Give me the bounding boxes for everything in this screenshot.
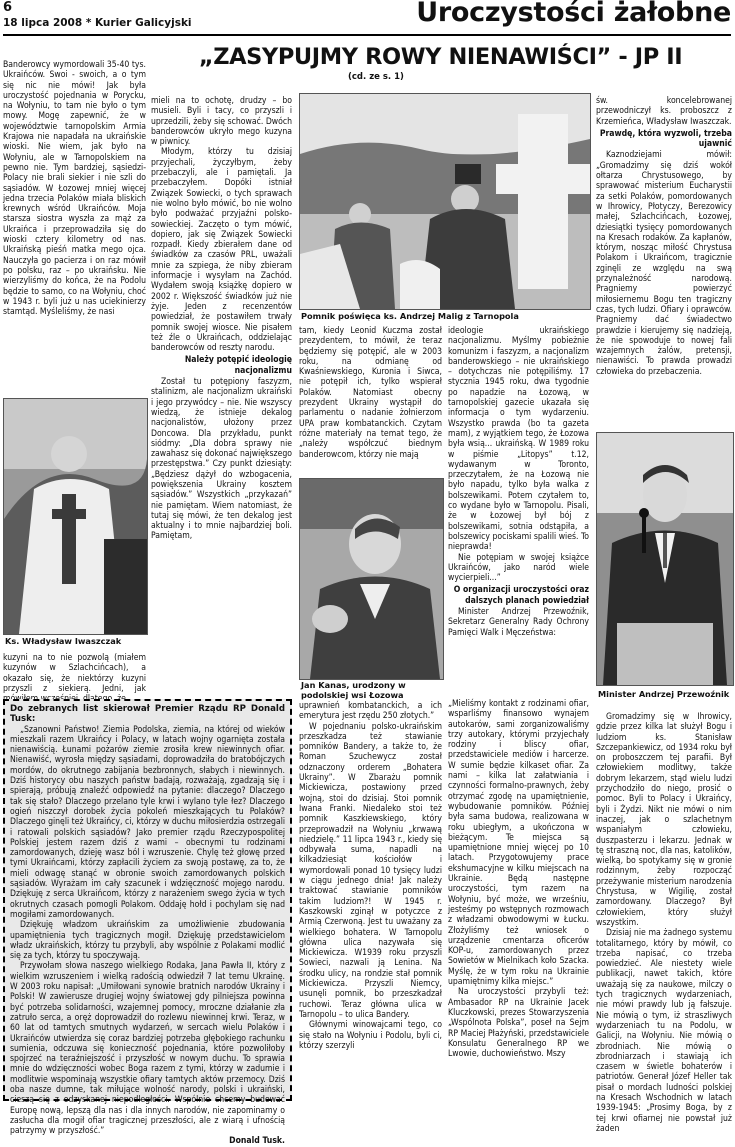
header-rule <box>3 34 731 36</box>
letter-box <box>3 699 292 1147</box>
column-5-bottom <box>596 712 732 1134</box>
subheading: Należy potępić ideologię nacjonalizmu <box>184 355 292 376</box>
paragraph: mieli na to ochotę, drudzy – bo musieli. Byli i tacy, co przyszli i uprzedzili, żeby się schować. Dwóch banderowców ukryło mego kuzyna w piwnicy. <box>151 96 292 148</box>
photo-priest <box>3 398 148 635</box>
section-title: Uroczystości żałobne <box>416 0 731 28</box>
paragraph: Głównymi winowajcami tego, co się stało na Wołyniu i Podolu, byli ci, którzy szerzyli <box>299 1020 442 1051</box>
continued-note: (cd. ze s. 1) <box>348 72 404 82</box>
paragraph: Młodym, którzy tu dzisiaj przyjechali, życzyłbym, żeby przebaczyli, ale i pamiętali. Ja przebaczyłem. Dopóki istniał Związek Sowiecki, o tych sprawach nie wolno było mówić, bo nie wolno było podważać przyjaźni polsko-sowieckiej. Zaczęto o tym mówić, dopiero, jak się Związek Sowiecki rozpadł. Kiedy zbierałem dane od świadków za czasów PRL, uważali mnie za szpiega, że niby zbieram informacje i wysyłam na Zachód. Wydałem swoją książkę dopiero w 2002 r. Większość świadków już nie żyje. Jeden z recenzentów powiedział, że postawiłem trwały pomnik swojej wiosce. Nie pisałem też źle o Ukraińcach, oddzielając banderowców od reszty narodu. <box>151 147 292 354</box>
paragraph: Gromadzimy się w Ihrowicy, gdzie przez kilka lat służył Bogu i ludziom ks. Stanisław Szczepankiewicz, od 1934 roku był on proboszczem tej parafii. Był człowiekiem modlitwy, także dobrym lekarzem, stąd wielu ludzi przychodziło do niego, prosić o pomoc. Byli to Polacy i Ukraińcy, byli i Żydzi. Nikt nie mówi o nim inaczej, jak o szlachetnym wspaniałym człowieku, duszpasterzu i lekarzu. Jednak w tę straszną noc, dla nas, katolików, wielką, bo spotykamy się w gronie rodzinnym, żeby rozpocząć przeżywanie misterium narodzenia Chrystusa, w Wigilię, został zamordowany. Dlaczego? Był człowiekiem, który służył wszystkim. <box>596 712 732 928</box>
column-4-top <box>448 326 589 696</box>
letter-heading: Do zebranych list skierował Premier Rządu RP Donald Tusk: <box>10 704 285 725</box>
minister-image <box>597 433 733 685</box>
paragraph: „Szanowni Państwo! Ziemia Podolska, ziemia, na której od wieków mieszkali razem Ukraińcy i Polacy, w latach wojny ogarnięta została nienawiścią. Łunami pożarów ziemie zrosiła krew niewinnych ofiar. Nienawiść, wyrosła między sąsiadami, doprowadziła do bratobójczych mordów, do okrutnego zabijania bezbronnych, słabych i niewinnych. Dziś historycy obu naszych państw badają, rozważają, zgadzają się i spierają, próbują znaleźć odpowiedź na pytanie: dlaczego? Dlaczego tak się stało? Dlaczego przelano tyle krwi i wylano tyle łez? Dlaczego ogień niszczył dorobek życia pokoleń mieszkających tu Polaków? Dlaczego ginęli też Ukraińcy, ci, którzy w duchu miłosierdzia ostrzegali i ratowali polskich sąsiadów? Jako premier rządu Rzeczypospolitej Polskiej jestem razem dziś z wami – obecnymi tu rodzinami zamordowanych, dzieję wasz ból i wzruszenie. Chylę też głowę przed tymi Ukraińcami, którzy zapłacili życiem za swoją postawę, za to, że mieli odwagę stanąć w obronie swoich zamordowanych polskich sąsiadów. Wyrażam im cały szacunek i wdzięczność mojego narodu. Dziękuję z serca Ukraińcom, którzy z narażeniem swego życia w tych okrutnych czasach pomogli Polakom. Oddaję hołd i pochylam się nad mogiłami zamordowanych. <box>10 724 285 920</box>
paragraph: Przywołam słowa naszego wielkiego Rodaka, Jana Pawła II, który z wielkim wzruszeniem i wielką radością odwiedził 7 lat temu Ukrainę. W 2003 roku napisał: „Umiłowani synowie bratnich narodów Ukrainy i Polski! W zawierusze drugiej wojny światowej gdy pilniejsza powinna być potrzeba solidarności, wzajemnej pomocy, mroczne działanie zła zatruło serca, a oręż doprowadził do rozlewu niewinnej krwi. Teraz, w 60 lat od tamtych smutnych wydarzeń, w sercach wielu Polaków i Ukraińców utwierdza się coraz bardziej potrzeba głębokiego rachunku sumienia, odczuwa się konieczność pojednania, które pozwoliłoby spojrzeć na teraźniejszość i przyszłość w nowym duchu. To sprawia mnie do wdzięczności wobec Boga razem z tymi, którzy w zadumie i modlitwie wspominają wszystkie ofiary tamtych aktów przemocy. Dziś oba nasze dumne, tak miłujące wolność narody, polski i ukraiński, cieszą się z odzyskanej niepodległości. Wspólnie chcemy budować Europę nową, lepszą dla nas i dla innych narodów, nie zapominamy o zasłucha dla mogił ofiar tragicznej przeszłości, ale z wiarą i ufnością patrzymy w przyszłość.” <box>10 961 285 1137</box>
priest-image <box>4 399 147 634</box>
paragraph: Na uroczystości przybyli też: Ambasador RP na Ukrainie Jacek Kluczkowski, prezes Stowarzyszenia „Wspólnota Polska”, poseł na Sejm RP Maciej Płażyński, przedstawiciele Konsulatu Generalnego RP we Lwowie, duchowieństwo. Mszy <box>448 987 589 1060</box>
paragraph: Kaznodziejami mówił: „Gromadzimy się dziś wokół ołtarza Chrystusowego, by sprawować misterium Eucharystii za setki Polaków, pomordowanych w Ihrowicy, Płotyczy, Berezowicy małej, Szlachcińcach, Łozowej, dziesiątki tysięcy pomordowanych na Kresach rodaków. Za kapłanów, którym, nosząc miłość Chrystusa Polakom i Ukraińcom, tragicznie zginęli ze względu na swą przynależność narodową. Pragniemy powierzyć miłosiernemu Bogu ten tragiczny czas, tych ludzi. Ofiary i oprawców. Pragniemy dać świadectwo prawdzie i kierujemy się nadzieją, że nie spowoduje to nowej fali wzajemnych żalów, pretensji, nienawiści. To prawda prowadzi człowieka do przebaczenia. <box>596 150 732 377</box>
caption-kanas: Jan Kanas, urodzony w podolskiej wsi Łozowa <box>301 680 406 700</box>
caption-monument: Pomnik poświęca ks. Andrzej Malig z Tarnopola <box>301 311 519 321</box>
column-3-top <box>299 326 442 474</box>
paragraph: ideologie ukraińskiego nacjonalizmu. Myślmy pobieżnie komunizm i faszyzm, a nacjonalizm banderowskiego – nie ukraińskiego – dotychczas nie potępiliśmy. 17 stycznia 1945 roku, dwa tygodnie po napadzie na Łozową, w tarnopolskiej gazecie ukazała się informacja o tym wydarzeniu. Wszystko prawda (bo ta gazeta mam), z wyjątkiem tego, że Łozowa była wsią... ukraińską. W 1989 roku w piśmie „Litopys” t.12, wydawanym w Toronto, przeczytałem, że na Łozową nie było napadu, tylko była walka z bolszewikami. Potem czytałem to, co wydane było w Tarnopolu. Pisali, że w Łozowej był bój z bolszewikami, sotnia odstąpiła, a bolszewicy pociskami spalili wieś. To nieprawda! <box>448 326 589 553</box>
column-1-top <box>3 60 146 396</box>
paragraph: Dziękuję władzom ukraińskim za umożliwienie zbudowania upamiętnienia tych tragicznych mogił. Dziękuję przedstawicielom władz ukraińskich, którzy tu przybyli, aby wspólnie z Polakami modlić się za tych, którzy tu spoczywają. <box>10 920 285 962</box>
photo-monument <box>299 93 591 310</box>
paragraph: Dzisiaj nie ma żadnego systemu totalitarnego, który by mówił, co trzeba napisać, co trzeba powiedzieć. Ale niestety wiele publikacji, nawet takich, które uważają się za naukowe, milczy o tych tragicznych wydarzeniach, nie mówi prawdy lub ją fałszuje. Nie mówią o tym, iż straszliwych wydarzeniach tu na Podolu, w Galicji, na Wołyniu. Nie mówią o zbrodniach. Nie mówią o zbrodniarzach i stawiają ich czasem w świetle bohaterów i patriotów. Generał Józef Heller tak pisał o mordach ludności polskiej na Kresach Wschodnich w latach 1939-1945: „Prosimy Boga, by z tej krwi ofiarnej nie powstał już żaden <box>596 928 732 1134</box>
monument-image <box>300 94 590 309</box>
paragraph: W pojednaniu polsko-ukraińskim przeszkadza też stawianie pomników Bandery, a także to, że Roman Szuchewycz został odznaczony orderem „Bohatera Ukrainy”. W Zbarażu pomnik Mickiewicza, postawiony przed wojną, stoi do dzisiaj. Stoi pomnik Iwana Franki. Niedaleko stoi też pomnik Kaszkiewskiego, który przeprowadził na Wołyniu „krwawą niedzielę.” 11 lipca 1943 r., kiedy się odbywała suma, napadli na kilkadziesiąt kościołów i wymordowali ponad 10 tysięcy ludzi w ciągu jednego dnia! Jak należy traktować stawianie pomników takim ludziom?! W 1945 r. Kaszkowski zginął w potyczce z Armią Czerwoną. Jest tu uważany za wielkiego bohatera. W Tarnopolu główna ulica nazywała się Mickiewicza. W1939 roku przyszli Sowieci, nazwali ją Lenina. Na środku ulicy, na rondzie stał pomnik Mickiewicza. Przyszli Niemcy, usunęli pomnik, bo przeszkadzał ruchowi. Teraz główna ulica w Tarnopolu – to ulica Bandery. <box>299 721 442 1020</box>
paragraph: św. koncelebrowanej przewodniczył ks. proboszcz z Krzemieńca, Władysław Iwaszczak. <box>596 96 732 127</box>
subheading: Prawdę, która wyzwoli, trzeba ujawnić <box>599 128 732 150</box>
letter-signature: Donald Tusk. <box>229 1136 285 1147</box>
kanas-image <box>300 479 443 679</box>
paragraph: Minister Andrzej Przewoźnik, Sekretarz Generalny Rady Ochrony Pamięci Walk i Męczeństwa: <box>448 607 589 638</box>
paragraph: Został tu potępiony faszyzm, stalinizm, ale nacjonalizm ukraiński i jego przywódcy – nie. Nie wszyscy wiedzą, że istnieje dekalog nacjonalistów, ułożony przez Doncowa. Dla przykładu, punkt siódmy: „Dla dobra sprawy nie zawahasz się dokonać największego przestępstwa.” Czy punkt dziesiąty: „Będziesz dążył do wzbogacenia, powiększenia Ukrainy kosztem sąsiadów.” Wszystkich „przykazań” nie pamiętam. Wiem natomiast, że tutaj się mówi, że ten dekalog jest aktualny i to mnie najbardziej boli. Pamiętam, <box>151 377 292 542</box>
column-1-bottom <box>3 653 146 695</box>
photo-kanas <box>299 478 444 680</box>
column-3-bottom <box>299 701 442 1101</box>
paragraph: uprawnień kombatanckich, a ich emerytura jest rzędu 250 złotych.” <box>299 701 442 722</box>
article-title: „ZASYPUJMY ROWY NIENAWIŚCI” - JP II <box>198 44 683 70</box>
column-4-bottom <box>448 699 589 1101</box>
paragraph: tam, kiedy Leonid Kuczma został prezydentem, to mówił, że teraz będziemy się potępić, ale w 2003 roku, na odmianę od Kwaśniewskiego, Kuronia i Siwca, nie potępił ich, tylko wspierał Polaków. Natomiast obecny prezydent Ukrainy wystąpił do parlamentu o nadanie żołnierzom UPA praw kombatanckich. Czytam różne materiały na temat tego, że „należy współczuć biednym banderowcom, którzy nie mają <box>299 326 442 460</box>
column-5-top <box>596 96 732 426</box>
paragraph: Banderowcy wymordowali 35-40 tys. Ukraińców. Swoi - swoich, a o tym się nic nie mówi! Jak była uroczystość pojednania w Porycku, na Wołyniu, to tam nie było o tym mowy. Mogę zapewnić, że w województwie tarnopolskim Armia Krajowa nie napadała na ukraińskie wioski. Nie wiem, jak było na Wołyniu, ale w Tarnopolskiem na pewno nie. Tym bardziej, sąsiedzi-Polacy nie brali siekier i nie szli do sąsiadów. W Łozowej mniej więcej jedna trzecia Polaków miała bliskich krewnych wśród Ukraińców. Moja starsza siostra wyszła za mąż za Ukraińca i przeprowadziła się do wioski cztery kilometry od nas. Ukraińską pieśń matka mego ojca. Nauczyła go pacierza i on raz mówił po polsku, raz – po ukraińsku. Nie wierzyliśmy do końca, że na Podolu będzie to samo, co na Wołyniu, choć w 1943 r. byli już u nas uciekinierzy stamtąd. Myśleliśmy, że nasi <box>3 60 146 318</box>
paragraph: „Mieliśmy kontakt z rodzinami ofiar, wsparliśmy finansowo wynajem autokarów, sami zorganizowaliśmy trzy autokary, którymi przyjechały rodziny i bliscy ofiar, przedstawiciele mediów i harcerze. W sumie będzie kilkaset ofiar. Za nami – kilka lat załatwiania i czynności formalno-prawnych, żeby otrzymać zgodę na upamiętnienie, wybudowanie pomników. Później była sama budowa, realizowana w roku ubiegłym, a ukończona w bieżącym. Te miejsca są upamiętnione mniej więcej po 10 latach. Przygotowujemy prace ekshumacyjne w kilku miejscach na Ukrainie. Będą następne uroczystości, tym razem na Wołyniu, być może, we wrześniu, jesteśmy po wstępnych rozmowach z władzami obwodowymi w Łucku. Złożyliśmy też wniosek o urządzenie cmentarza oficerów KOP-u, zamordowanych przez Sowietów w Mielnikach koło Szacka. Myślę, że w tym roku na Ukrainie upamiętnimy kilka miejsc.” <box>448 699 589 988</box>
subheading: O organizacji uroczystości oraz dalszych planach powiedział <box>453 585 589 606</box>
paragraph: Nie potępiam w swojej książce Ukraińców, jako naród wiele wycierpieli...” <box>448 552 589 584</box>
caption-priest: Ks. Władysław Iwaszczak <box>5 636 122 646</box>
page-number: 6 <box>3 0 13 15</box>
issue-line: 18 lipca 2008 * Kurier Galicyjski <box>3 17 192 29</box>
caption-minister: Minister Andrzej Przewoźnik <box>598 689 730 699</box>
photo-minister <box>596 432 734 686</box>
column-2 <box>151 96 292 696</box>
paragraph: kuzyni na to nie pozwolą (miałem kuzynów w Szlachcińcach), a okazało się, że niektórzy kuzyni przyszli z siekierą. Jedni, jak <box>3 653 146 694</box>
